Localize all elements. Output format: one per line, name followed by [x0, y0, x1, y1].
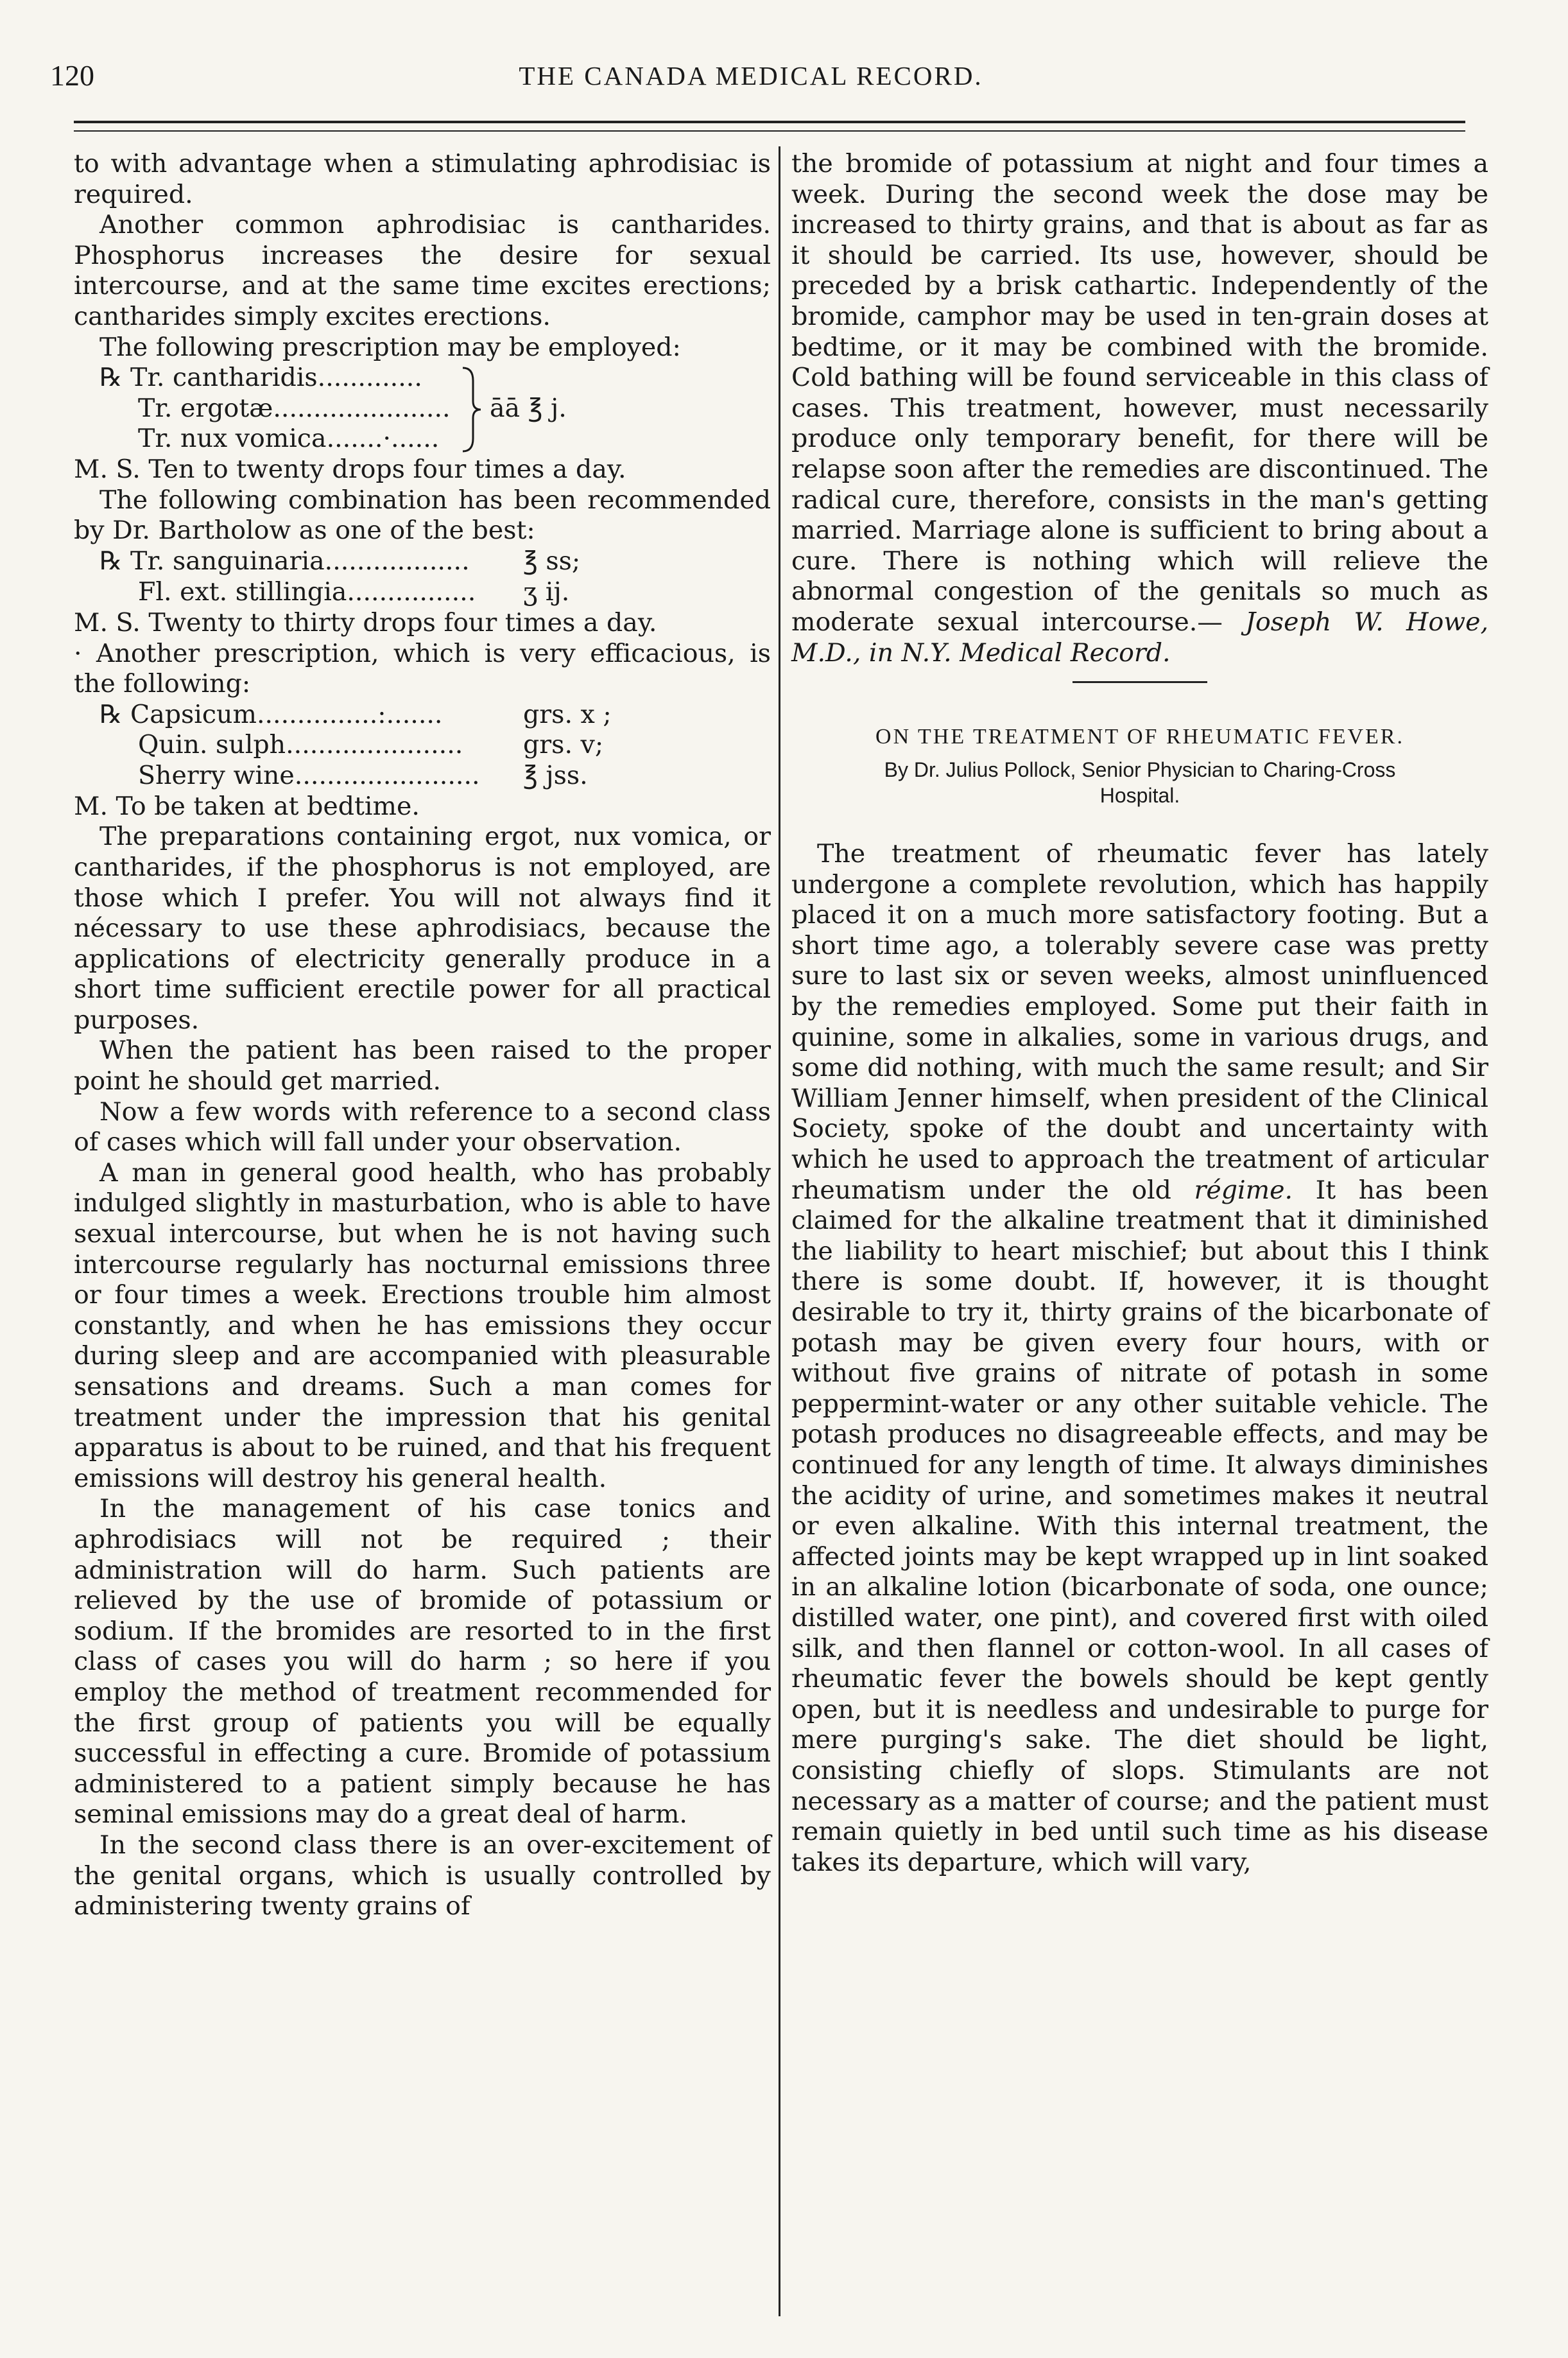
- paragraph: A man in general good health, who has probably indulged slightly in masturbation, who is able to have sexual intercourse, but when he is not having such intercourse regularly has nocturnal emissions three or four times a week. Erections trouble him almost constantly, and when he has emissions they occur during sleep and are accompanied with pleasurable sensations and dreams. Such a man comes for treatment under the impression that his genital apparatus is about to be ruined, and that his frequent emissions will destroy his general health.: [74, 1157, 771, 1493]
- page-number: 120: [50, 59, 94, 92]
- running-title: THE CANADA MEDICAL RECORD.: [519, 61, 983, 91]
- paragraph: · Another prescription, which is very efficacious, is the following:: [74, 638, 771, 699]
- prescription-3: [74, 700, 771, 792]
- prescription-2: [74, 546, 771, 608]
- rx-dose: grs. v;: [523, 730, 604, 760]
- rx-item: Tr. ergotæ......................: [138, 393, 451, 423]
- column-divider: [779, 146, 780, 2316]
- paragraph: to with advantage when a stimulating aphrodisiac is required.: [74, 149, 771, 209]
- italic-term: régime.: [1194, 1175, 1293, 1205]
- left-column: [74, 149, 771, 1922]
- rx-item: ℞ Tr. sanguinaria..................: [99, 546, 470, 576]
- right-column: [791, 149, 1488, 1878]
- paragraph: The following combination has been recommended by Dr. Bartholow as one of the best:: [74, 485, 771, 546]
- header-rule-thick: [74, 121, 1465, 123]
- rx-item: ℞ Tr. cantharidis.............: [99, 363, 422, 393]
- byline: [791, 757, 1488, 808]
- rx-item: Fl. ext. stillingia................: [138, 576, 476, 607]
- rx-dose: ℥ ss;: [523, 546, 581, 576]
- rx-item: Tr. nux vomica.......·......: [138, 424, 440, 454]
- prescription-1: [74, 363, 771, 455]
- brace-icon: [459, 365, 485, 454]
- paragraph-text: It has been claimed for the alkaline treatment that it diminished the liability to heart mischief; but about this I think there is some doubt. If, however, it is thought desirable to try it, thirty grains of the bicarbonate of potash may be given every four hours, with or without five grains of nitrate of potash in some peppermint-water or any other suitable vehicle. The potash produces no disagreeable effects, and may be continued for any length of time. It always diminishes the acidity of urine, and sometimes makes it neutral or even alkaline. With this internal treatment, the affected joints may be kept wrapped up in lint soaked in an alkaline lotion (bicarbonate of soda, one ounce; distilled water, one pint), and covered first with oiled silk, and then flannel or cotton-wool. In all cases of rheumatic fever the bowels should be kept gently open, but it is needless and undesirable to purge for mere purging's sake. The diet should be light, consisting chiefly of slops. Stimulants are not necessary as a matter of course; and the patient must remain quietly in bed until such time as his disease takes its departure, which will vary,: [791, 1175, 1488, 1877]
- paragraph: The preparations containing ergot, nux vomica, or cantharides, if the phosphorus is not employed, are those which I prefer. You will not always find it nécessary to use these aphrodisiacs, because the applications of electricity generally produce in a short time sufficient erectile power for all practical purposes.: [74, 822, 771, 1035]
- paragraph: M. S. Twenty to thirty drops four times a day.: [74, 607, 657, 637]
- rx-item: Quin. sulph......................: [138, 730, 463, 760]
- paragraph: M. To be taken at bedtime.: [74, 791, 420, 821]
- paragraph-text: The treatment of rheumatic fever has lately undergone a complete revolution, which has happily placed it on a much more satisfactory footing. But a short time ago, a tolerably severe case was pretty sure to last six or seven weeks, almost uninfluenced by the remedies employed. Some put their faith in quinine, some in alkalies, some in various drugs, and some did nothing, with much the same result; and Sir William Jenner himself, when president of the Clinical Society, spoke of the doubt and uncertainty with which he used to approach the treatment of articular rheumatism under the old: [791, 839, 1488, 1205]
- paragraph: Now a few words with reference to a second class of cases which will fall under your observation.: [74, 1097, 771, 1157]
- rx-dose: āā ℥ j.: [490, 393, 567, 423]
- rx-dose: ℥ jss.: [523, 760, 588, 790]
- paragraph-text: the bromide of potassium at night and four times a week. During the second week the dose may be increased to thirty grains, and that is about as far as it should be carried. Its use, however, should be preceded by a brisk cathartic. Independently of the bromide, camphor may be used in ten-grain doses at bedtime, or it may be combined with the bromide. Cold bathing will be found serviceable in this class of cases. This treatment, however, must necessarily produce only temporary benefit, for there will be relapse soon after the remedies are discontinued. The radical cure, therefore, consists in the man's getting married. Marriage alone is sufficient to bring about a cure. There is nothing which will relieve the abnormal congestion of the genitals so much as moderate sexual intercourse.—: [791, 149, 1488, 637]
- paragraph: [791, 149, 1488, 668]
- paragraph: When the patient has been raised to the proper point he should get married.: [74, 1036, 771, 1097]
- rx-item: ℞ Capsicum...............:.......: [99, 699, 443, 729]
- paragraph: M. S. Ten to twenty drops four times a day.: [74, 455, 626, 485]
- rx-dose: grs. x ;: [523, 699, 612, 729]
- rx-dose: ʒ ij.: [523, 576, 570, 607]
- paragraph: The following prescription may be employed:: [99, 332, 681, 362]
- byline-line: By Dr. Julius Pollock, Senior Physician to Charing-Cross: [884, 758, 1396, 782]
- page-header: [32, 56, 1470, 101]
- header-rule-thin: [74, 130, 1465, 132]
- paragraph: In the second class there is an over-excitement of the genital organs, which is usually controlled by administering twenty grains of: [74, 1830, 771, 1921]
- paragraph: Another common aphrodisiac is cantharides. Phosphorus increases the desire for sexual intercourse, and at the same time excites erections; cantharides simply excites erections.: [74, 210, 771, 331]
- section-separator: [1073, 681, 1207, 683]
- paragraph: In the management of his case tonics and aphrodisiacs will not be required ; their administration will do harm. Such patients are relieved by the use of bromide of potassium or sodium. If the bromides are resorted to in the first class of cases you will do harm ; so here if you employ the method of treatment recommended for the first group of patients you will be equally successful in effecting a cure. Bromide of potassium administered to a patient simply because he has seminal emissions may do a great deal of harm.: [74, 1494, 771, 1830]
- rx-item: Sherry wine.......................: [138, 760, 480, 790]
- article-title: ON THE TREATMENT OF RHEUMATIC FEVER.: [875, 725, 1404, 749]
- paragraph: [791, 839, 1488, 1878]
- citation: Joseph W. Howe, M.D., in N.Y. Medical Record.: [791, 607, 1489, 668]
- byline-line: Hospital.: [1099, 784, 1180, 808]
